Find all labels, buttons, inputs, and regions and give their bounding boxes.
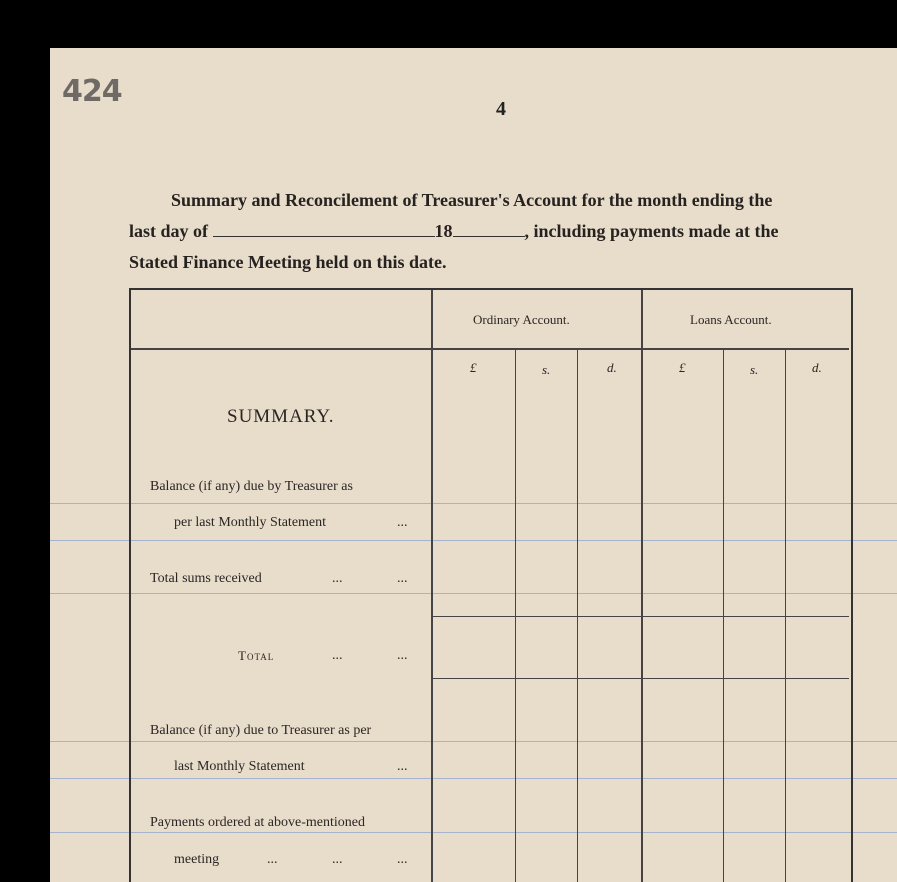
year-blank [453, 235, 525, 237]
unit-pounds: £ [470, 360, 477, 375]
ordinary-account-header: Ordinary Account. [473, 312, 570, 327]
total-bottom-line [433, 678, 849, 679]
dots: ... [332, 852, 343, 867]
column-divider [641, 290, 643, 882]
header-divider [131, 348, 849, 350]
page-number: 4 [496, 98, 506, 120]
row-payments-line-1: Payments ordered at above-mentioned [150, 815, 365, 830]
dots: ... [332, 648, 343, 663]
heading-line-2c: , including payments made at the [524, 221, 779, 241]
loans-account-header: Loans Account. [690, 312, 772, 327]
month-blank [213, 235, 435, 237]
dots: ... [397, 571, 408, 586]
row-total: Total [238, 648, 275, 663]
unit-pounds: £ [679, 360, 686, 375]
row-balance-due-to-line-1: Balance (if any) due to Treasurer as per [150, 723, 372, 738]
column-divider [431, 290, 433, 882]
total-top-line [433, 616, 849, 617]
page-stamp-number: 424 [62, 74, 122, 109]
row-payments-line-2: meeting [174, 852, 220, 867]
row-balance-due-to-line-2: last Monthly Statement [174, 759, 305, 774]
document-page [50, 48, 897, 882]
heading-year-prefix: 18 [434, 221, 453, 241]
summary-table [129, 288, 853, 882]
dots: ... [397, 515, 408, 530]
row-total-received: Total sums received [150, 571, 262, 586]
dots: ... [397, 759, 408, 774]
summary-title: SUMMARY. [227, 406, 335, 427]
unit-shillings: s. [542, 362, 551, 377]
dots: ... [332, 571, 343, 586]
heading-line-2a: last day of [129, 221, 209, 241]
heading-line-3: Stated Finance Meeting held on this date. [129, 252, 447, 272]
dots: ... [267, 852, 278, 867]
heading-line-1: Summary and Reconcilement of Treasurer's Account for the month ending the [171, 190, 773, 210]
dots: ... [397, 852, 408, 867]
dots: ... [397, 648, 408, 663]
unit-pence: d. [812, 360, 822, 375]
unit-shillings: s. [750, 362, 759, 377]
row-balance-due-by-line-2: per last Monthly Statement [174, 515, 327, 530]
row-balance-due-by-line-1: Balance (if any) due by Treasurer as [150, 479, 353, 494]
unit-pence: d. [607, 360, 617, 375]
form-heading [129, 185, 849, 278]
